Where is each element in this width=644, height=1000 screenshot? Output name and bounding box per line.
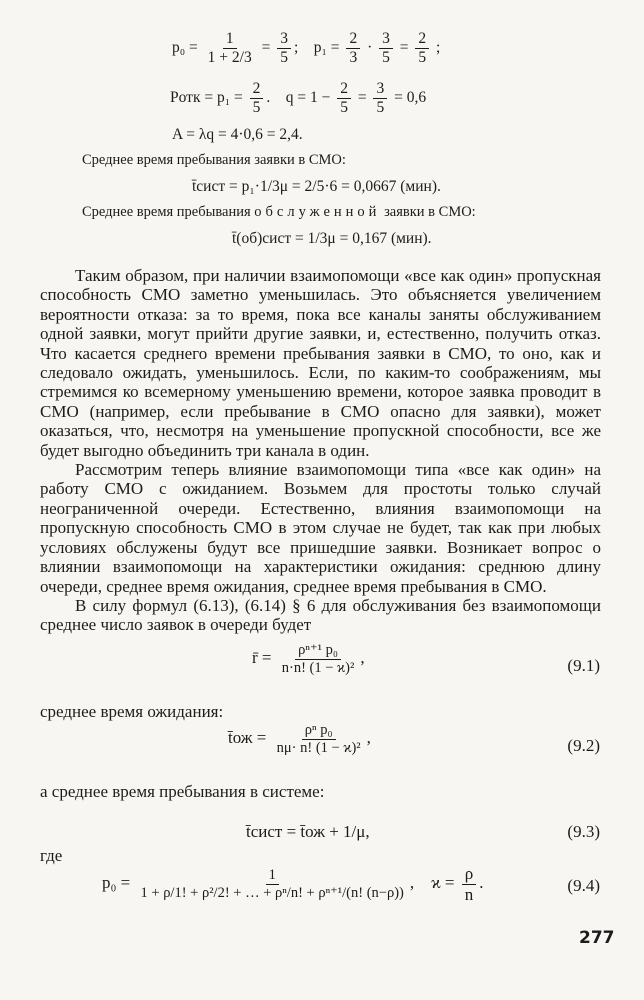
p0-lhs: p₀ = — [172, 38, 198, 56]
equation-number-9-3: (9.3) — [567, 822, 600, 841]
page-number: 277 — [579, 928, 615, 948]
equation-number-9-1: (9.1) — [567, 656, 600, 675]
q-lhs: q = 1 − — [285, 88, 331, 106]
equation-9-2: t̄ож = $\frac{\text{ρⁿ p₀}}{\text{nμ· n! (1 − ϰ)²}}$ , — [228, 722, 371, 756]
formula-potk-q: Pотк = p₁ = $\frac{2}{5}$ . q = 1 − $\frac{2}{5}$ = $\frac{3}{5}$ = 0,6 — [170, 80, 427, 116]
equation-9-4: p₀ = $\frac{1}{\text{1 + ρ/1! + ρ²/2! + … + ρⁿ/n! + ρⁿ⁺¹/(n! (n−ρ))}}$ , ϰ = $\frac{\rho}{n}$ . — [102, 864, 484, 904]
formula-a: A = λq = 4·0,6 = 2,4. — [172, 126, 303, 143]
p0-value: $\frac{3}{5}$ — [277, 30, 291, 67]
paragraph-3: В силу формул (6.13), (6.14) § 6 для обслуживания без взаимопомощи среднее число заявок в очереди будет — [40, 595, 601, 635]
text-mean-wait: среднее время ожидания: — [40, 702, 224, 721]
equation-9-1: r̄ = $\frac{\text{ρⁿ⁺¹ p₀}}{\text{n·n! (1 − ϰ)²}}$ , — [252, 642, 365, 676]
body-text — [40, 266, 601, 635]
formula-tsist-served: t̄(об)сист = 1/3μ = 0,167 (мин). — [232, 230, 432, 247]
label-mean-time-served: Среднее время пребывания обслуженной заявки в СМО: — [82, 204, 476, 220]
potk-lhs: Pотк = p₁ = — [170, 88, 243, 106]
formula-p0-p1: p₀ = $\frac{1}{1 + 2/3}$ = $\frac{3}{5}$ ; p₁ = $\frac{2}{3}$ · $\frac{3}{5}$ = $\frac{2}{5}$ ; — [172, 30, 441, 66]
text-mean-system: а среднее время пребывания в системе: — [40, 782, 325, 801]
equation-9-3: t̄сист = t̄ож + 1/μ, — [246, 822, 370, 841]
label-mean-time: Среднее время пребывания заявки в СМО: — [82, 152, 346, 168]
equation-number-9-4: (9.4) — [567, 876, 600, 895]
text-where: где — [40, 846, 63, 865]
equation-number-9-2: (9.2) — [567, 736, 600, 755]
p1-lhs: p₁ = — [313, 38, 340, 56]
paragraph-1: Таким образом, при наличии взаимопомощи «все как один» пропускная способность СМО заметно уменьшилась. Это объясняется увеличением вероятности отказа: за то время, пока все каналы заняты обслуживанием одной заявки, могут прийти другие заявки, и, естественно, получить отказ. Что касается среднего времени пребывания заявки в СМО, то оно, как и следовало ожидать, уменьшилось. Если, по каким-то соображениям, мы стремимся ко всемерному уменьшению времени, которое заявка проводит в СМО (например, если пребывание в СМО опасно для заявки), может оказаться, что, несмотря на уменьшение пропускной способности, все же будет выгодно объединить три канала в один. — [40, 266, 601, 460]
formula-tsist: t̄сист = p₁·1/3μ = 2/5·6 = 0,0667 (мин). — [192, 178, 441, 195]
p0-fraction: $\frac{1}{1 + 2/3}$ — [207, 30, 252, 66]
paragraph-2: Рассмотрим теперь влияние взаимопомощи типа «все как один» на работу СМО с ожиданием. Возьмем для простоты только случай неограниченной очереди. Естественно, влияния взаимопомощи на пропускную способность СМО в этом случае не будет, так как при любых условиях обслужены будут все пришедшие заявки. Возникает вопрос о влиянии взаимопомощи на характеристики ожидания: среднюю длину очереди, среднее время ожидания, среднее время пребывания в СМО. — [40, 460, 601, 596]
